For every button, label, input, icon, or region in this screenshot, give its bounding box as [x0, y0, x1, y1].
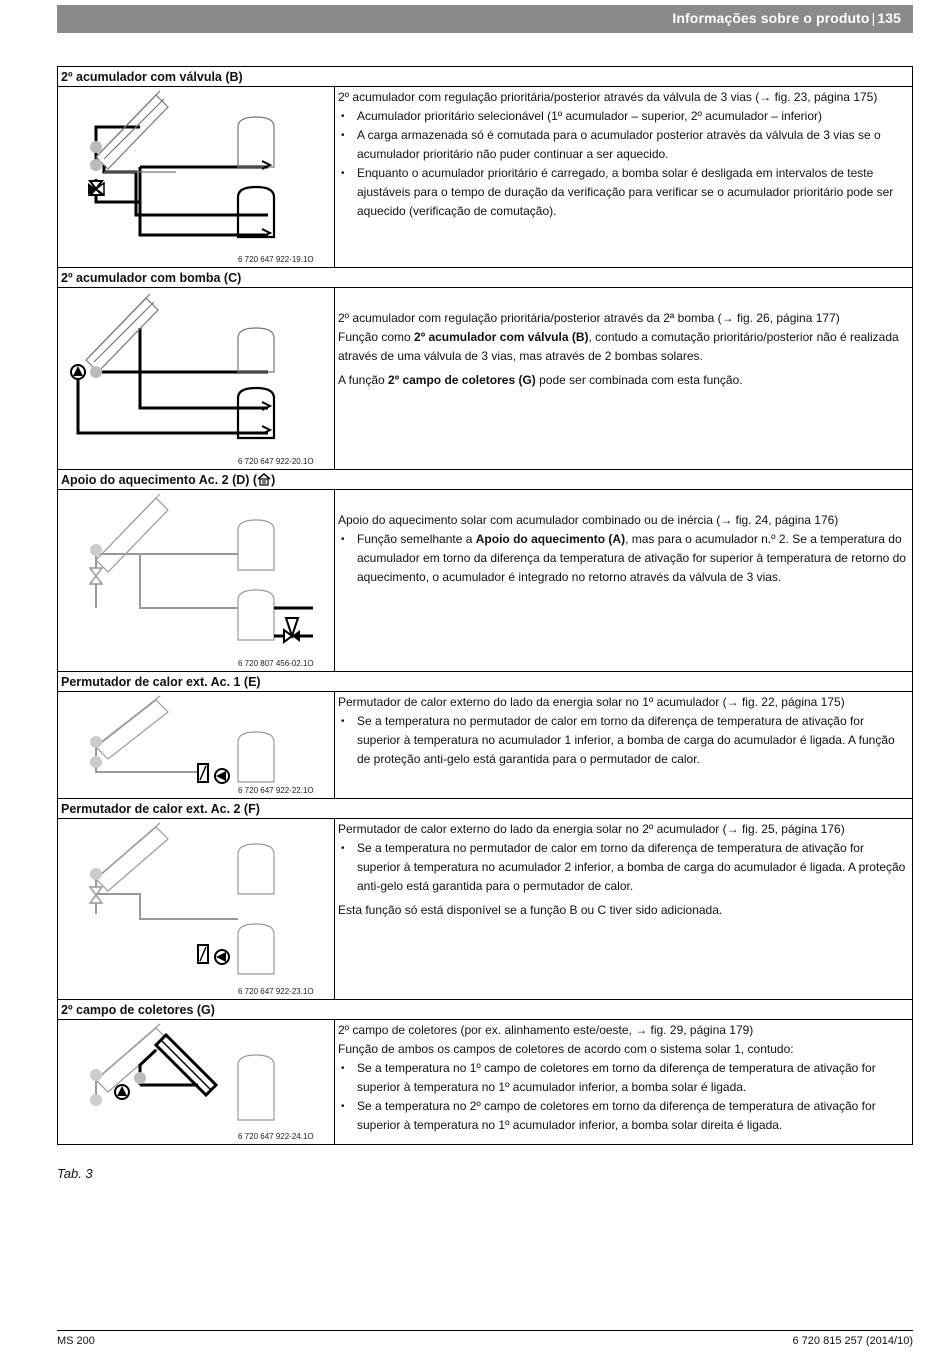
text-span: A função	[338, 373, 389, 387]
section-text-b	[335, 87, 912, 267]
section-intro: 2º acumulador com regulação prioritária/posterior através da válvula de 3 vias (→ fig. 23, página 175)	[338, 90, 878, 104]
text-span: Função semelhante a	[357, 532, 476, 546]
section-title-b: 2º acumulador com válvula (B)	[58, 67, 912, 87]
section-title-f: Permutador de calor ext. Ac. 2 (F)	[58, 799, 912, 819]
heating-system-icon	[257, 473, 271, 486]
section-row-f	[58, 819, 912, 1000]
bold-ref: 2º campo de coletores (G)	[388, 373, 536, 387]
bullet-item: • A carga armazenada só é comutada para o acumulador posterior através da válvula de 3 vias se o acumulador prioritário não puder continuar a ser aquecido.	[338, 126, 906, 164]
section-title-g: 2º campo de coletores (G)	[58, 1000, 912, 1020]
footer-product: MS 200	[57, 1335, 95, 1347]
table-caption: Tab. 3	[57, 1166, 93, 1181]
bold-ref: 2º acumulador com válvula (B)	[414, 330, 589, 344]
section-intro: Apoio do aquecimento solar com acumulador combinado ou de inércia (→ fig. 24, página 176)	[338, 513, 839, 527]
footer-doc-number: 6 720 815 257 (2014/10)	[792, 1335, 913, 1347]
figure-code: 6 720 647 922-24.1O	[238, 1132, 314, 1141]
section-row-b	[58, 87, 912, 268]
figure-code: 6 720 647 922-22.1O	[238, 786, 314, 795]
section-intro: 2º acumulador com regulação prioritária/posterior através da 2ª bomba (→ fig. 26, página 177)	[338, 311, 840, 325]
section-intro: 2º campo de coletores (por ex. alinhamento este/oeste, → fig. 29, página 179)	[338, 1023, 754, 1037]
header-title: Informações sobre o produto | 135	[672, 10, 901, 26]
figure-code: 6 720 647 922-23.1O	[238, 987, 314, 996]
diagram-d	[58, 490, 335, 671]
section-text-c	[335, 288, 912, 469]
heating-valve-icon	[284, 618, 300, 642]
bullet-item: • Enquanto o acumulador prioritário é carregado, a bomba solar é desligada em intervalos de teste ajustáveis para o tempo de duração da verificação para verificar se o acumulador prioritário pode ser aquecido (verificação de comutação).	[338, 164, 906, 221]
function-table	[57, 66, 913, 1145]
heat-exchanger-icon	[198, 764, 208, 782]
section-text-f	[335, 819, 912, 999]
diagram-c	[58, 288, 335, 469]
section-text-g	[335, 1020, 912, 1144]
section-title-d	[58, 470, 912, 490]
section-text-e	[335, 692, 912, 798]
header-bar	[57, 5, 913, 33]
section-row-c	[58, 288, 912, 470]
text-span: , mas para o acumulador n.º 2. Se a temperatura do acumulador em torno da diferença da temperatura de ativação for superior à temperatura de retorno do aquecimento, o acumulador é integrado no retorno através da válvula de 3 vias.	[357, 532, 906, 584]
section-title-e: Permutador de calor ext. Ac. 1 (E)	[58, 672, 912, 692]
pump-icon	[115, 1085, 129, 1099]
title-text: )	[271, 473, 276, 487]
section-title-c: 2º acumulador com bomba (C)	[58, 268, 912, 288]
bold-ref: Apoio do aquecimento (A)	[475, 532, 626, 546]
title-text: Apoio do aquecimento Ac. 2 (D) (	[61, 473, 258, 487]
section-paragraph: Função de ambos os campos de coletores de acordo com o sistema solar 1, contudo:	[338, 1042, 794, 1056]
section-intro: Permutador de calor externo do lado da energia solar no 2º acumulador (→ fig. 25, página 176)	[338, 822, 845, 836]
pump-icon	[215, 769, 229, 783]
figure-code: 6 720 647 922-20.1O	[238, 457, 314, 466]
page-number: 135	[877, 10, 901, 26]
diagram-f	[58, 819, 335, 999]
section-row-d	[58, 490, 912, 672]
pump-icon	[71, 365, 85, 379]
diagram-b	[58, 87, 335, 267]
text-span: Função como	[338, 330, 415, 344]
section-text-d	[335, 490, 912, 671]
section-paragraph	[338, 371, 906, 390]
figure-code: 6 720 647 922-19.1O	[238, 255, 314, 264]
heat-exchanger-icon	[198, 945, 208, 963]
three-way-valve-icon	[90, 568, 102, 584]
section-row-e	[58, 692, 912, 799]
text-span: pode ser combinada com esta função.	[535, 373, 743, 387]
section-row-g	[58, 1020, 912, 1144]
bullet-item: • Se a temperatura no permutador de calor em torno da diferença de temperatura de ativação for superior à temperatura no acumulador 2 inferior, a bomba de carga do acumulador é ligada. A proteção anti-gelo está garantida para o permutador de calor.	[338, 839, 906, 896]
three-way-valve-icon	[88, 181, 104, 195]
figure-code: 6 720 807 456-02.1O	[238, 659, 314, 668]
section-note: Esta função só está disponível se a função B ou C tiver sido adicionada.	[338, 903, 723, 917]
diagram-g	[58, 1020, 335, 1144]
section-paragraph	[338, 328, 906, 366]
bullet-item: • Se a temperatura no 2º campo de coletores em torno da diferença de temperatura de ativação for superior à temperatura no 1º acumulador inferior, a bomba solar direita é ligada.	[338, 1097, 906, 1135]
bullet-item: • Se a temperatura no permutador de calor em torno da diferença de temperatura de ativação for superior à temperatura no acumulador 1 inferior, a bomba de carga do acumulador é ligada. A função de proteção anti-gelo está garantida para o permutador de calor.	[338, 712, 906, 769]
collector-sensor-icon	[90, 141, 102, 153]
section-intro: Permutador de calor externo do lado da energia solar no 1º acumulador (→ fig. 22, página 175)	[338, 695, 845, 709]
header-section: Informações sobre o produto	[672, 10, 870, 26]
bullet-item: • Acumulador prioritário selecionável (1º acumulador – superior, 2º acumulador – inferior)	[338, 107, 906, 126]
pump-icon	[215, 950, 229, 964]
diagram-e	[58, 692, 335, 798]
bullet-item	[338, 530, 906, 587]
bullet-item: • Se a temperatura no 1º campo de coletores em torno da diferença de temperatura de ativação for superior à temperatura no 1º acumulador inferior, a bomba solar é ligada.	[338, 1059, 906, 1097]
footer-divider	[57, 1330, 913, 1331]
text-span: , contudo a comutação prioritário/posterior não é realizada através de uma válvula de 3 vias, mas através de 2 bombas solares.	[338, 330, 899, 363]
